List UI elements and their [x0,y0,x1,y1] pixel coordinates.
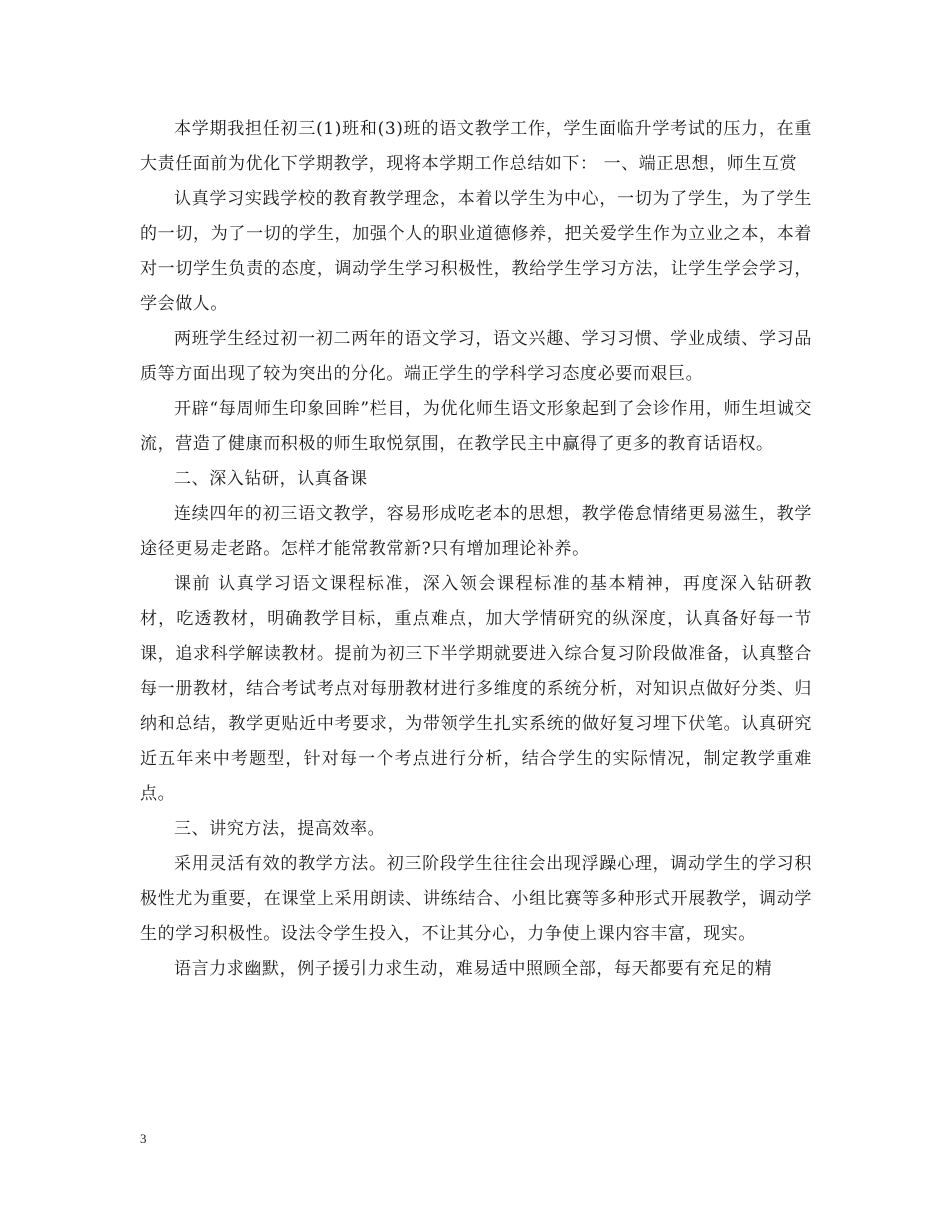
paragraph-teaching-philosophy: 认真学习实践学校的教育教学理念，本着以学生为中心，一切为了学生，为了学生的一切，为了一切的学生，加强个人的职业道德修养，把关爱学生作为立业之本，本着对一切学生负责的态度，调动学生学习积极性，教给学生学习方法，让学生学会学习，学会做人。 [140,189,812,314]
paragraph-humorous-language: 语言力求幽默，例子援引力求生动，难易适中照顾全部，每天都要有充足的精 [174,959,773,979]
paragraph-flexible-methods: 采用灵活有效的教学方法。初三阶段学生往往会出现浮躁心理，调动学生的学习积极性尤为重要，在课堂上采用朗读、讲练结合、小组比赛等多种形式开展教学，调动学生的学习积极性。设法令学生投入，不让其分心，力争使上课内容丰富，现实。 [140,854,812,944]
document-body [140,112,812,987]
section-heading-lesson-prep: 二、深入钻研，认真备课 [174,469,368,489]
paragraph-continuous-teaching: 连续四年的初三语文教学，容易形成吃老本的思想，教学倦怠情绪更易滋生，教学途径更易走老路。怎样才能常教常新?只有增加理论补养。 [140,504,812,559]
page-number: 3 [140,1131,147,1146]
section-heading-methods: 三、讲究方法，提高效率。 [174,819,386,839]
paragraph-student-differences: 两班学生经过初一初二两年的语文学习，语文兴趣、学习习惯、学业成绩、学习品质等方面出现了较为突出的分化。端正学生的学科学习态度必要而艰巨。 [140,329,812,384]
paragraph-before-class: 课前 认真学习语文课程标准，深入领会课程标准的基本精神，再度深入钻研教材，吃透教材，明确教学目标，重点难点，加大学情研究的纵深度，认真备好每一节课，追求科学解读教材。提前为初三下半学期就要进入综合复习阶段做准备，认真整合每一册教材，结合考试考点对每册教材进行多维度的系统分析，对知识点做好分类、归纳和总结，教学更贴近中考要求，为带领学生扎实系统的做好复习埋下伏笔。认真研究近五年来中考题型，针对每一个考点进行分析，结合学生的实际情况，制定教学重难点。 [140,574,812,804]
paragraph-intro: 本学期我担任初三(1)班和(3)班的语文教学工作，学生面临升学考试的压力，在重大责任面前为优化下学期教学，现将本学期工作总结如下： 一、端正思想，师生互赏 [140,119,812,174]
paragraph-impression-column: 开辟“每周师生印象回眸”栏目，为优化师生语文形象起到了会诊作用，师生坦诚交流，营造了健康而积极的师生取悦氛围，在教学民主中赢得了更多的教育话语权。 [140,399,812,454]
